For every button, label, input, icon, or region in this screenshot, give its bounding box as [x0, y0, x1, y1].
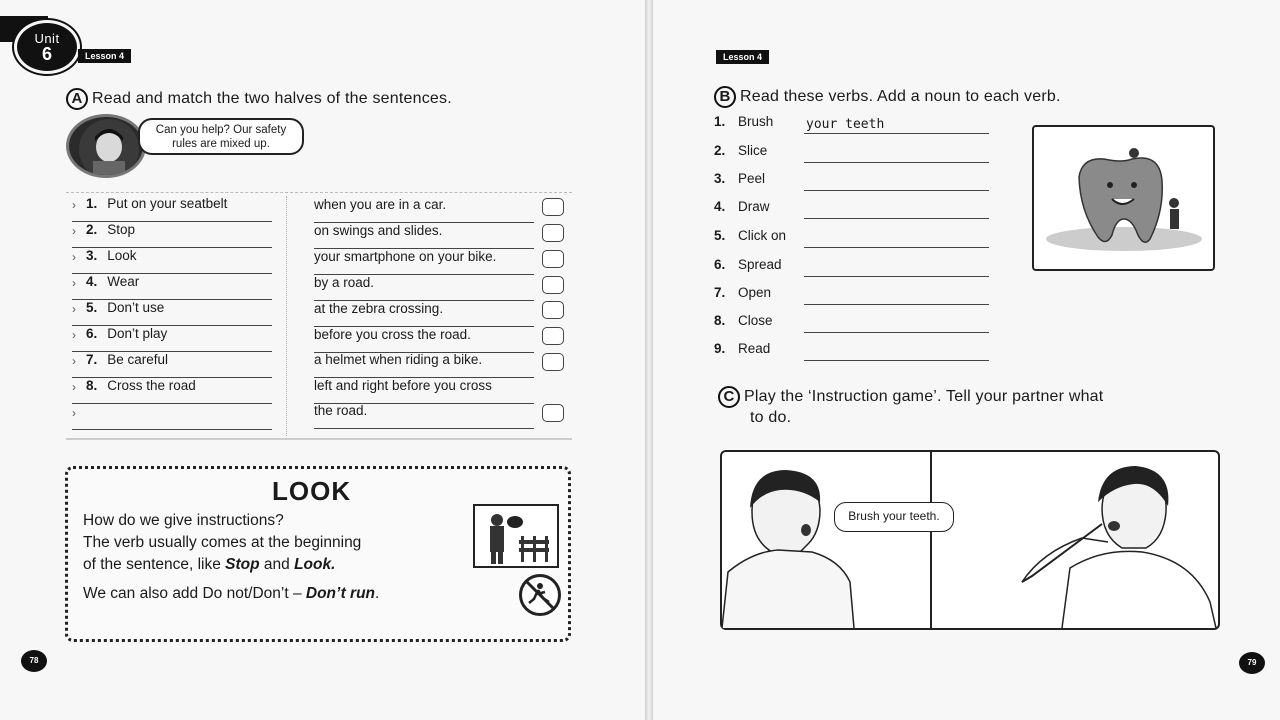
verb-number: 1.	[714, 114, 726, 129]
answer-line[interactable]	[804, 360, 989, 361]
hook-mark: ›	[72, 354, 76, 368]
right-item: a helmet when riding a bike.	[314, 352, 534, 378]
right-item: before you cross the road.	[314, 327, 534, 353]
cartoon-divider	[930, 452, 932, 628]
handwritten-answer: your teeth	[806, 117, 885, 132]
look-example-stop: Stop	[225, 556, 260, 573]
right-item: your smartphone on your bike.	[314, 249, 534, 275]
unit-badge	[14, 20, 80, 74]
look-example-look: Look.	[294, 556, 336, 573]
answer-box[interactable]	[542, 198, 564, 216]
section-c-heading-line1: Play the ‘Instruction game’. Tell your partner what	[744, 388, 1104, 406]
verb-row	[714, 171, 989, 191]
verb-row	[714, 341, 989, 361]
page-number-left: 78	[21, 650, 47, 672]
verb-text: Brush	[738, 114, 774, 129]
verb-row	[714, 143, 989, 163]
left-item-blank	[72, 404, 272, 430]
item-number: 3.	[86, 248, 98, 263]
verb-text: Close	[738, 313, 773, 328]
item-number: 1.	[86, 196, 98, 211]
look-text: of the sentence, like	[83, 556, 226, 573]
verb-number: 5.	[714, 228, 726, 243]
left-item	[72, 222, 272, 248]
item-text: Cross the road	[107, 378, 196, 393]
answer-box[interactable]	[542, 301, 564, 319]
section-b-letter: B	[714, 86, 736, 108]
lesson-tag: Lesson 4	[716, 50, 769, 64]
right-item: the road.	[314, 403, 534, 429]
verb-number: 7.	[714, 285, 726, 300]
left-item	[72, 196, 272, 222]
item-number: 8.	[86, 378, 98, 393]
verb-number: 6.	[714, 257, 726, 272]
answer-line[interactable]	[804, 218, 989, 219]
section-c-heading-line2: to do.	[750, 409, 792, 426]
right-item: when you are in a car.	[314, 197, 534, 223]
verb-text: Slice	[738, 143, 768, 158]
section-c-letter: C	[718, 386, 740, 408]
item-text: Don’t use	[107, 300, 165, 315]
look-example-dont-run: Don’t run	[305, 585, 376, 602]
verb-row	[714, 199, 989, 219]
answer-box[interactable]	[542, 276, 564, 294]
look-line: How do we give instructions?	[83, 512, 284, 529]
look-line	[83, 585, 379, 603]
no-running-icon	[519, 574, 561, 616]
hook-mark: ›	[72, 198, 76, 212]
item-number: 5.	[86, 300, 98, 315]
verb-number: 3.	[714, 171, 726, 186]
right-item: at the zebra crossing.	[314, 301, 534, 327]
answer-box[interactable]	[542, 404, 564, 422]
left-item	[72, 248, 272, 274]
item-text: Put on your seatbelt	[107, 196, 228, 211]
right-item: left and right before you cross	[314, 378, 534, 404]
hook-mark: ›	[72, 224, 76, 238]
answer-box[interactable]	[542, 327, 564, 345]
unit-word: Unit	[34, 31, 60, 46]
hook-mark: ›	[72, 380, 76, 394]
hook-mark: ›	[72, 250, 76, 264]
left-item	[72, 352, 272, 378]
item-number: 7.	[86, 352, 98, 367]
speech-bubble: Can you help? Our safety rules are mixed up.	[138, 118, 304, 155]
left-item	[72, 378, 272, 404]
item-text: Stop	[107, 222, 136, 237]
speech-bubble: Brush your teeth.	[834, 502, 954, 532]
answer-line[interactable]	[804, 276, 989, 277]
answer-line[interactable]	[804, 190, 989, 191]
hook-mark: ›	[72, 328, 76, 342]
boy-avatar-image	[66, 114, 146, 178]
verb-number: 2.	[714, 143, 726, 158]
look-line	[83, 556, 335, 574]
answer-line[interactable]	[804, 133, 989, 134]
item-number: 4.	[86, 274, 98, 289]
book-gutter	[645, 0, 653, 720]
section-a-letter: A	[66, 88, 88, 110]
look-line: The verb usually comes at the beginning	[83, 534, 362, 551]
answer-box[interactable]	[542, 250, 564, 268]
answer-box[interactable]	[542, 224, 564, 242]
lesson-tag: Lesson 4	[78, 49, 131, 63]
answer-line[interactable]	[804, 162, 989, 163]
unit-number: 6	[41, 44, 52, 64]
hook-mark: ›	[72, 302, 76, 316]
left-item	[72, 326, 272, 352]
item-text: Look	[107, 248, 137, 263]
verb-row	[714, 228, 989, 248]
instruction-game-cartoon	[720, 450, 1220, 630]
section-b-heading-text: Read these verbs. Add a noun to each verb.	[740, 88, 1061, 106]
verb-number: 4.	[714, 199, 726, 214]
item-text: Wear	[107, 274, 140, 289]
look-text: .	[375, 585, 380, 602]
verb-row	[714, 114, 989, 134]
item-text: Don’t play	[107, 326, 168, 341]
left-item	[72, 300, 272, 326]
verb-text: Read	[738, 341, 771, 356]
right-item: on swings and slides.	[314, 223, 534, 249]
item-text: Be careful	[107, 352, 169, 367]
column-divider	[286, 196, 287, 436]
item-number: 6.	[86, 326, 98, 341]
look-title: LOOK	[272, 476, 352, 506]
verb-text: Draw	[738, 199, 770, 214]
verb-number: 9.	[714, 341, 726, 356]
answer-line[interactable]	[804, 247, 989, 248]
police-officer-image	[473, 504, 559, 568]
hook-mark: ›	[72, 406, 76, 420]
answer-box[interactable]	[542, 353, 564, 371]
look-text: and	[259, 556, 295, 573]
answer-line[interactable]	[804, 332, 989, 333]
verb-text: Click on	[738, 228, 787, 243]
verb-row	[714, 313, 989, 333]
verb-text: Open	[738, 285, 772, 300]
section-c-heading	[718, 386, 1103, 427]
verb-text: Spread	[738, 257, 782, 272]
section-b-heading	[714, 86, 1061, 108]
tooth-illustration	[1032, 125, 1215, 271]
right-item: by a road.	[314, 275, 534, 301]
page-number-right: 79	[1239, 652, 1265, 674]
section-a-heading	[66, 88, 452, 110]
section-a-heading-text: Read and match the two halves of the sentences.	[92, 90, 452, 108]
verb-row	[714, 285, 989, 305]
verb-row	[714, 257, 989, 277]
item-number: 2.	[86, 222, 98, 237]
verb-text: Peel	[738, 171, 766, 186]
left-item	[72, 274, 272, 300]
look-text: We can also add Do not/Don’t –	[83, 585, 306, 602]
hook-mark: ›	[72, 276, 76, 290]
verb-number: 8.	[714, 313, 726, 328]
answer-line[interactable]	[804, 304, 989, 305]
